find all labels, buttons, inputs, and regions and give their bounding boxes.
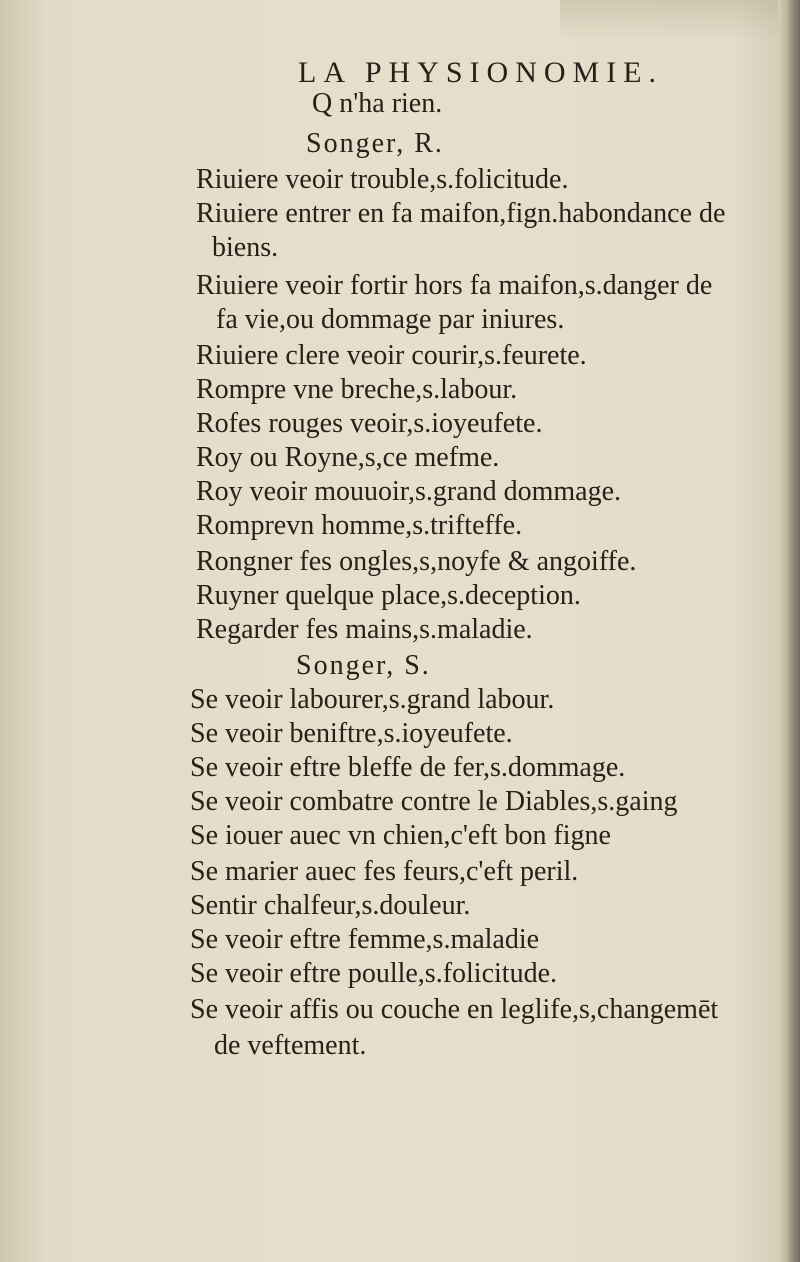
text-line: Rofes rouges veoir,s.ioyeufete. bbox=[196, 408, 543, 439]
text-line: Regarder fes mains,s.maladie. bbox=[196, 614, 533, 645]
running-title: LA PHYSIONOMIE. bbox=[298, 56, 664, 89]
text-line: Romprevn homme,s.trifteffe. bbox=[196, 510, 523, 541]
text-line: Riuiere veoir trouble,s.folicitude. bbox=[196, 164, 569, 195]
text-line: Se veoir eftre poulle,s.folicitude. bbox=[190, 958, 557, 989]
text-line: Riuiere veoir fortir hors fa maifon,s.danger de bbox=[196, 270, 713, 301]
section-heading-r: Songer, R. bbox=[306, 128, 444, 159]
text-line: Roy veoir mouuoir,s.grand dommage. bbox=[196, 476, 622, 507]
text-line: Roy ou Royne,s,ce mefme. bbox=[196, 442, 500, 473]
text-line: Riuiere entrer en fa maifon,fign.habondance de bbox=[196, 198, 726, 229]
text-line: Riuiere clere veoir courir,s.feurete. bbox=[196, 340, 587, 371]
text-line: Se veoir labourer,s.grand labour. bbox=[190, 684, 555, 715]
text-line: Rongner fes ongles,s,noyfe & angoiffe. bbox=[196, 546, 637, 577]
section-heading-s: Songer, S. bbox=[296, 650, 431, 681]
text-line: fa vie,ou dommage par iniures. bbox=[216, 304, 565, 335]
text-line: Se veoir combatre contre le Diables,s.gaing bbox=[190, 786, 678, 817]
text-line: biens. bbox=[212, 232, 279, 263]
text-line: de veftement. bbox=[214, 1030, 367, 1061]
text-line: Se veoir affis ou couche en leglife,s,changemēt bbox=[190, 994, 719, 1025]
text-line: Se veoir eftre femme,s.maladie bbox=[190, 924, 540, 955]
text-line: Se iouer auec vn chien,c'eft bon figne bbox=[190, 820, 611, 851]
text-line: Ruyner quelque place,s.deception. bbox=[196, 580, 581, 611]
text-line: Se veoir beniftre,s.ioyeufete. bbox=[190, 718, 513, 749]
text-line: Se marier auec fes feurs,c'eft peril. bbox=[190, 856, 579, 887]
text-line: Sentir chalfeur,s.douleur. bbox=[190, 890, 471, 921]
text-line: Q n'ha rien. bbox=[312, 88, 443, 119]
text-line: Se veoir eftre bleffe de fer,s.dommage. bbox=[190, 752, 626, 783]
text-line: Rompre vne breche,s.labour. bbox=[196, 374, 518, 405]
